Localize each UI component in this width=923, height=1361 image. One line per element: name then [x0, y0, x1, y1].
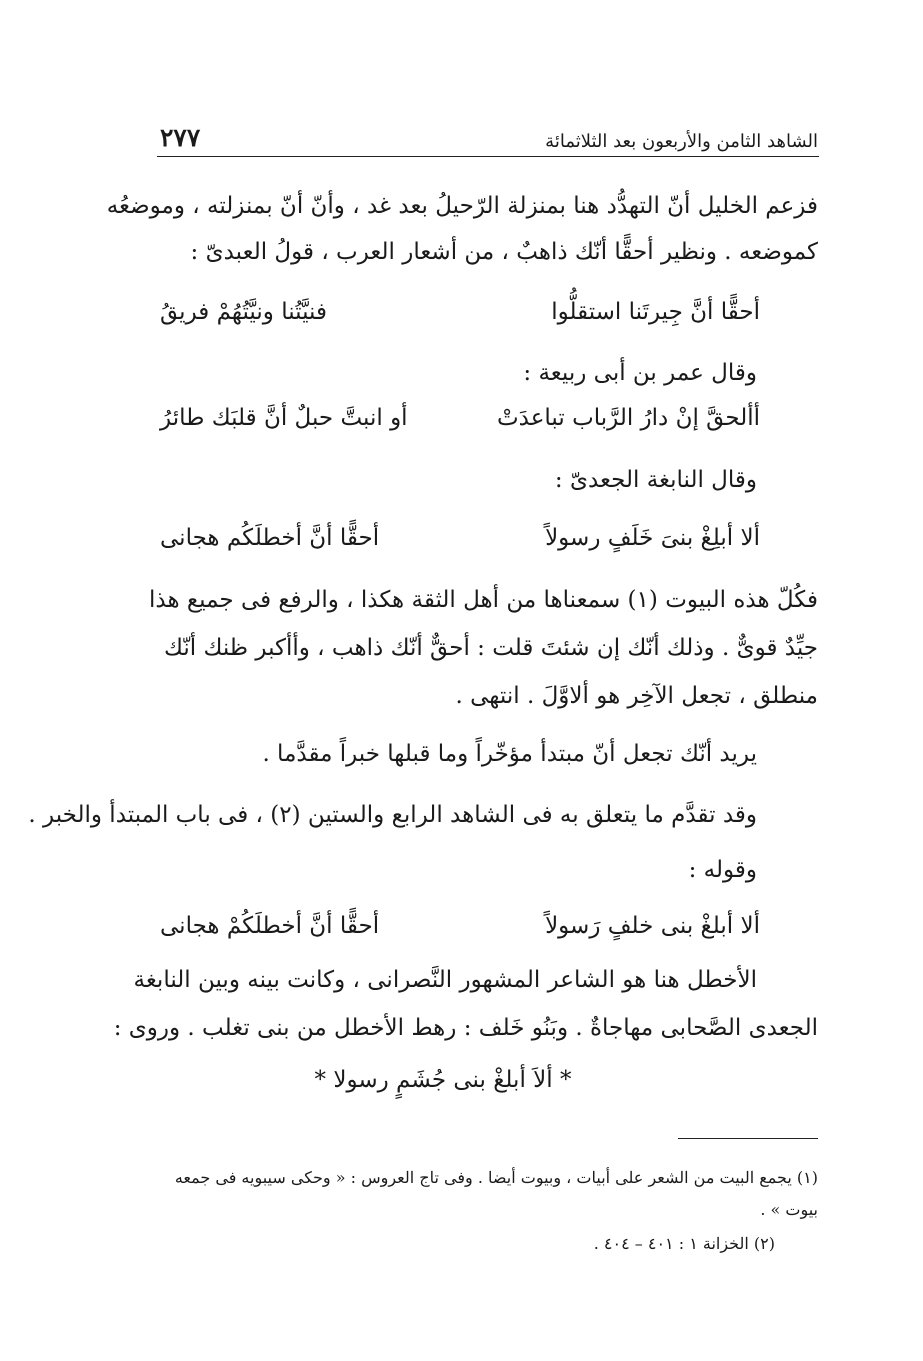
body-line-4: وقال النابغة الجعدىّ :	[554, 467, 757, 493]
footnote-1-continued: بيوت » .	[760, 1200, 818, 1219]
header-rule	[157, 156, 819, 157]
verse-2	[160, 396, 760, 440]
body-line-7: منطلق ، تجعل الآخِر هو ألاوَّلَ . انتهى .	[455, 683, 818, 709]
body-line-9: وقد تقدَّم ما يتعلق به فى الشاهد الرابع والستين (٢) ، فى باب المبتدأ والخبر .	[28, 802, 757, 828]
verse-3-second-hemistich: أحقًّا أنَّ أخطلَكُم هجانى	[160, 525, 380, 551]
running-title: الشاهد الثامن والأربعون بعد الثلاثمائة	[545, 131, 818, 152]
verse-2-first-hemistich: أألحقَّ إنْ دارُ الرَّباب تباعدَتْ	[496, 405, 760, 431]
footnote-1: (١) يجمع البيت من الشعر على أبيات ، وبيوت أيضا . وفى تاج العروس : « وحكى سيبويه فى جمعه	[174, 1168, 818, 1187]
body-line-13: * ألاَ أبلغْ بنى جُشَمٍ رسولا *	[314, 1067, 572, 1093]
verse-1-first-hemistich: أحقًّا أنَّ جِيرتَنا استقلُّوا	[551, 299, 760, 325]
verse-2-second-hemistich: أو انبتَّ حبلٌ أنَّ قلبَك طائرُ	[160, 405, 408, 431]
verse-3-first-hemistich: ألا أبلِغْ بنىَ خَلَفٍ رسولاً	[545, 525, 760, 551]
body-line-6: جيِّدٌ قوىٌّ . وذلك أنّك إن شئتَ قلت : أحقٌّ أنّك ذاهب ، وأأكبر ظنك أنّك	[163, 635, 818, 661]
page-number: ٢٧٧	[160, 123, 201, 152]
body-line-12: الجعدى الصَّحابى مهاجاةٌ . وبَنُو خَلف : رهط الأخطل من بنى تغلب . وروى :	[113, 1015, 818, 1041]
verse-4-second-hemistich: أحقًّا أنَّ أخطلَكُمْ هجانى	[160, 913, 380, 939]
footnote-2: (٢) الخزانة ١ : ٤٠١ – ٤٠٤ .	[593, 1234, 775, 1253]
verse-4-first-hemistich: ألا أبلغْ بنى خلفٍ رَسولاً	[545, 913, 760, 939]
page-header	[160, 108, 818, 152]
body-line-5: فكُلّ هذه البيوت (١) سمعناها من أهل الثقة هكذا ، والرفع فى جميع هذا	[149, 587, 818, 613]
body-line-2: كموضعه . ونظير أحقًّا أنّك ذاهبٌ ، من أشعار العرب ، قولُ العبدىّ :	[190, 239, 818, 265]
body-line-10: وقوله :	[688, 857, 757, 883]
body-line-8: يريد أنّك تجعل أنّ مبتدأ مؤخّراً وما قبلها خبراً مقدَّما .	[262, 741, 757, 767]
body-line-11: الأخطل هنا هو الشاعر المشهور النَّصرانى ، وكانت بينه وبين النابغة	[133, 967, 757, 993]
verse-3	[160, 516, 760, 560]
footnote-rule	[678, 1138, 818, 1139]
verse-4	[160, 904, 760, 948]
body-line-1: فزعم الخليل أنّ التهدُّد هنا بمنزلة الرّحيلُ بعد غد ، وأنّ أنّ بمنزلته ، وموضعُه	[106, 193, 818, 219]
body-line-3: وقال عمر بن أبى ربيعة :	[523, 360, 757, 386]
verse-1-second-hemistich: فنيَّتُنا ونيَّتُهُمْ فريقُ	[160, 299, 327, 325]
verse-1	[160, 290, 760, 334]
